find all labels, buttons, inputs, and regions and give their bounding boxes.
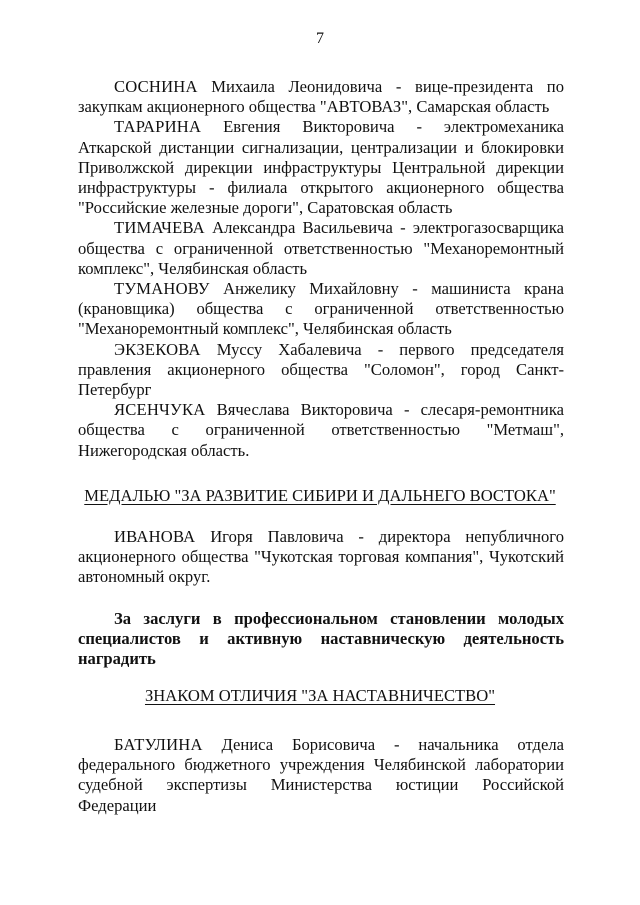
recipient-surname: ТАРАРИНА (114, 117, 202, 137)
decree-text: За заслуги в профессиональном становлении молодых специалистов и активную наставническую деятельность наградить (78, 609, 564, 669)
award-entry (78, 527, 564, 588)
award-entry (78, 400, 564, 461)
award-entry (78, 340, 564, 401)
section-heading-medal: МЕДАЛЬЮ "ЗА РАЗВИТИЕ СИБИРИ И ДАЛЬНЕГО ВОСТОКА" (84, 486, 556, 505)
recipient-surname: ЭКЗЕКОВА (114, 339, 201, 359)
award-entry (78, 77, 564, 117)
section-heading-mentorship: ЗНАКОМ ОТЛИЧИЯ "ЗА НАСТАВНИЧЕСТВО" (144, 686, 496, 705)
recipient-details: Игоря Павловича - директора непубличного акционерного общества "Чукотская торговая компания", Чукотский автономный округ. (78, 527, 564, 587)
recipient-details: Михаила Леонидовича - вице-президента по закупкам акционерного общества "АВТОВАЗ", Самарская область (78, 77, 564, 117)
award-entry (78, 218, 564, 279)
recipient-surname: ИВАНОВА (114, 527, 196, 546)
award-entry (78, 735, 564, 816)
award-entry (78, 117, 564, 218)
award-list-section (78, 77, 564, 461)
recipient-details: Муссу Хабалевича - первого председателя правления акционерного общества "Соломон", город Санкт-Петербург (78, 339, 564, 400)
award-entry (78, 279, 564, 340)
recipient-surname: ЯСЕНЧУКА (114, 400, 206, 420)
award-decree-statement (78, 609, 564, 670)
recipient-surname: ТИМАЧЕВА (114, 218, 205, 238)
recipient-details: Анжелику Михайловну - машиниста крана (крановщика) общества с ограниченной ответственностью "Механоремонтный комплекс", Челябинская область (78, 279, 564, 339)
recipient-details: Вячеслава Викторовича - слесаря-ремонтника общества с ограниченной ответственностью "Метмаш", Нижегородская область. (78, 400, 564, 460)
recipient-surname: СОСНИНА (114, 77, 198, 96)
mentorship-section (78, 735, 564, 816)
recipient-details: Александра Васильевича - электрогазосварщика общества с ограниченной ответственностью "Механоремонтный комплекс", Челябинская область (78, 218, 564, 278)
recipient-surname: ТУМАНОВУ (114, 279, 210, 299)
recipient-details: Евгения Викторовича - электромеханика Аткарской дистанции сигнализации, централизации и блокировки Приволжской дирекции инфраструктуры Центральной дирекции инфраструктуры - филиала открытого акционерного общества "Российские железные дороги", Саратовская область (78, 117, 565, 218)
recipient-surname: БАТУЛИНА (114, 735, 203, 754)
page-number: 7 (316, 30, 324, 47)
medal-section (78, 527, 564, 588)
recipient-details: Дениса Борисовича - начальника отдела федерального бюджетного учреждения Челябинской лаборатории судебной экспертизы Министерства юстиции Российской Федерации (78, 735, 564, 815)
